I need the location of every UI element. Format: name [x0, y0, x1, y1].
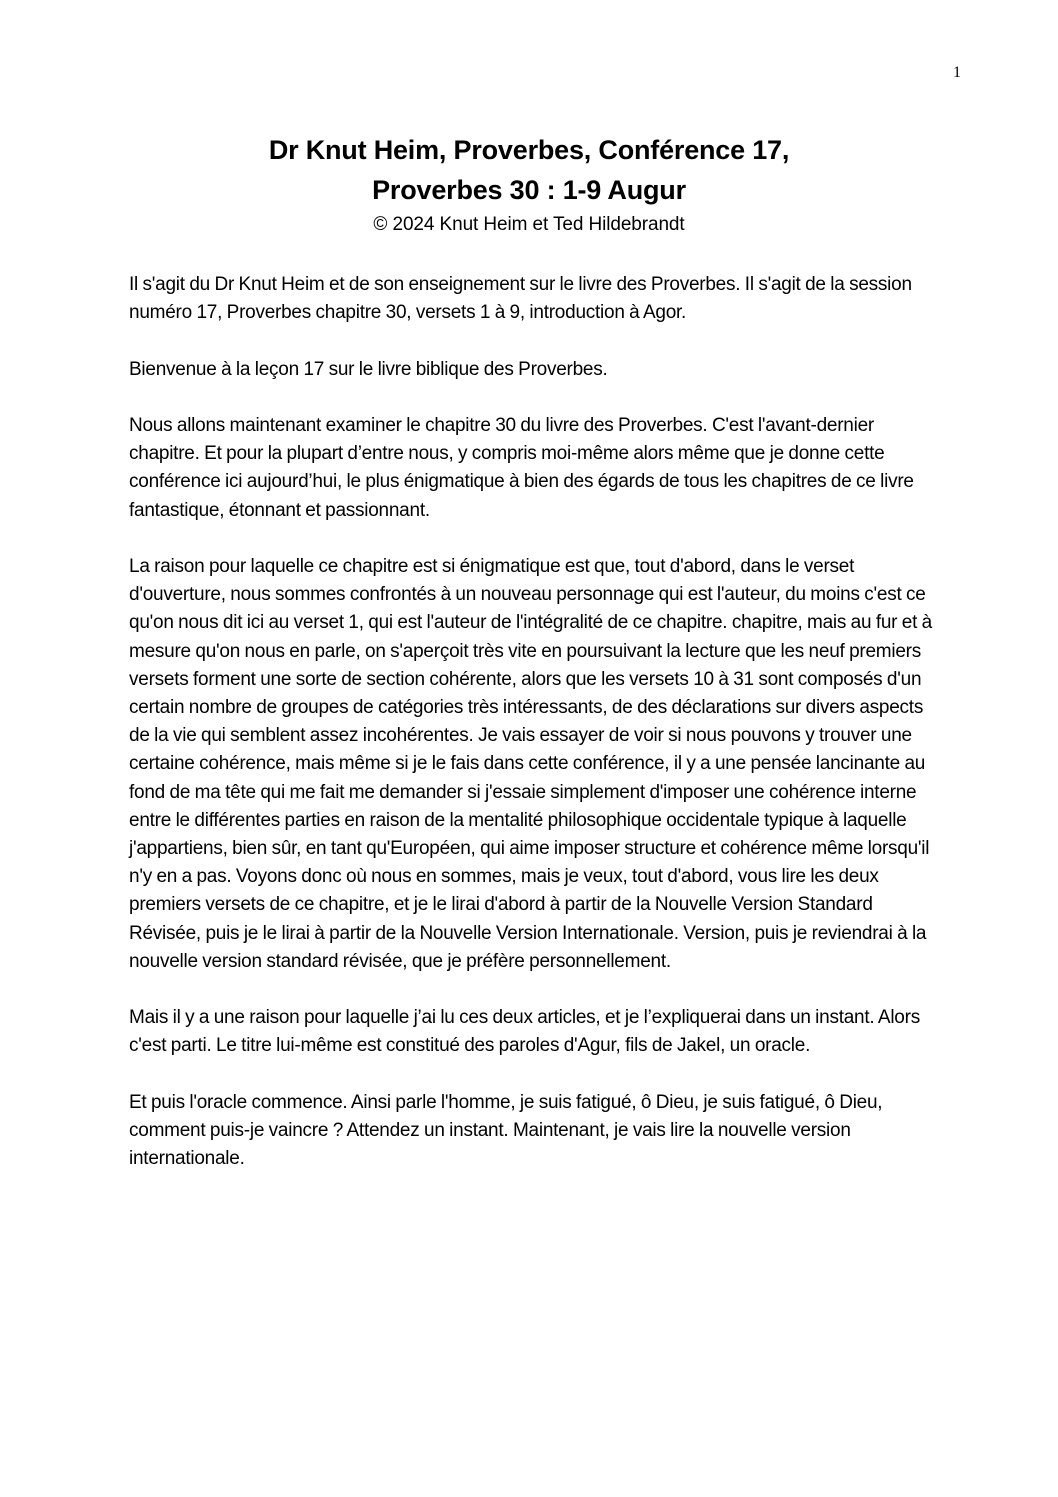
title-block [0, 130, 1058, 240]
page-title-line-1: Dr Knut Heim, Proverbes, Conférence 17, [268, 135, 790, 165]
paragraph-oracle-begins: Et puis l'oracle commence. Ainsi parle l'homme, je suis fatigué, ô Dieu, je suis fatigué, ô Dieu, comment puis-je vaincre ? Attendez un instant. Maintenant, je vais lire la nouvelle version internationale. [129, 1091, 883, 1170]
paragraph-intro: Il s'agit du Dr Knut Heim et de son enseignement sur le livre des Proverbes. Il s'agit de la session numéro 17, Proverbes chapitre 30, versets 1 à 9, introduction à Agor. [129, 274, 912, 324]
document-body [129, 271, 939, 1202]
paragraph-title-reading: Mais il y a une raison pour laquelle j’ai lu ces deux articles, et je l’expliquerai dans un instant. Alors c'est parti. Le titre lui-même est constitué des paroles d'Agur, fils de Jakel, un oracle. [129, 1007, 920, 1057]
page-number: 1 [953, 64, 961, 81]
copyright-notice: © 2024 Knut Heim et Ted Hildebrandt [373, 214, 685, 235]
page-title-line-2: Proverbes 30 : 1-9 Augur [372, 175, 686, 205]
paragraph-enigma-explanation: La raison pour laquelle ce chapitre est si énigmatique est que, tout d'abord, dans le verset d'ouverture, nous sommes confrontés à un nouveau personnage qui est l'auteur, du moins c'est ce qu'on nous dit ici au verset 1, qui est l'auteur de l'intégralité de ce chapitre. chapitre, mais au fur et à mesure qu'on nous en parle, on s'aperçoit très vite en poursuivant la lecture que les neuf premiers versets forment une sorte de section cohérente, alors que les versets 10 à 31 sont composés d'un certain nombre de groupes de catégories très intéressants, de des déclarations sur divers aspects de la vie qui semblent assez incohérentes. Je vais essayer de voir si nous pouvons y trouver une certaine cohérence, mais même si je le fais dans cette conférence, il y a une pensée lancinante au fond de ma tête qui me fait me demander si j'essaie simplement d'imposer une cohérence interne entre le différentes parties en raison de la mentalité philosophique occidentale typique à laquelle j'appartiens, bien sûr, en tant qu'Européen, qui aime imposer structure et cohérence même lorsqu'il n'y en a pas. Voyons donc où nous en sommes, mais je veux, tout d'abord, vous lire les deux premiers versets de ce chapitre, et je le lirai d'abord à partir de la Nouvelle Version Standard Révisée, puis je le lirai à partir de la Nouvelle Version Internationale. Version, puis je reviendrai à la nouvelle version standard révisée, que je préfère personnellement. [129, 555, 932, 972]
paragraph-chapter-overview: Nous allons maintenant examiner le chapitre 30 du livre des Proverbes. C'est l'avant-dernier chapitre. Et pour la plupart d’entre nous, y compris moi-même alors même que je donne cette conférence ici aujourd’hui, le plus énigmatique à bien des égards de tous les chapitres de ce livre fantastique, étonnant et passionnant. [129, 414, 914, 521]
paragraph-welcome: Bienvenue à la leçon 17 sur le livre biblique des Proverbes. [129, 358, 608, 380]
